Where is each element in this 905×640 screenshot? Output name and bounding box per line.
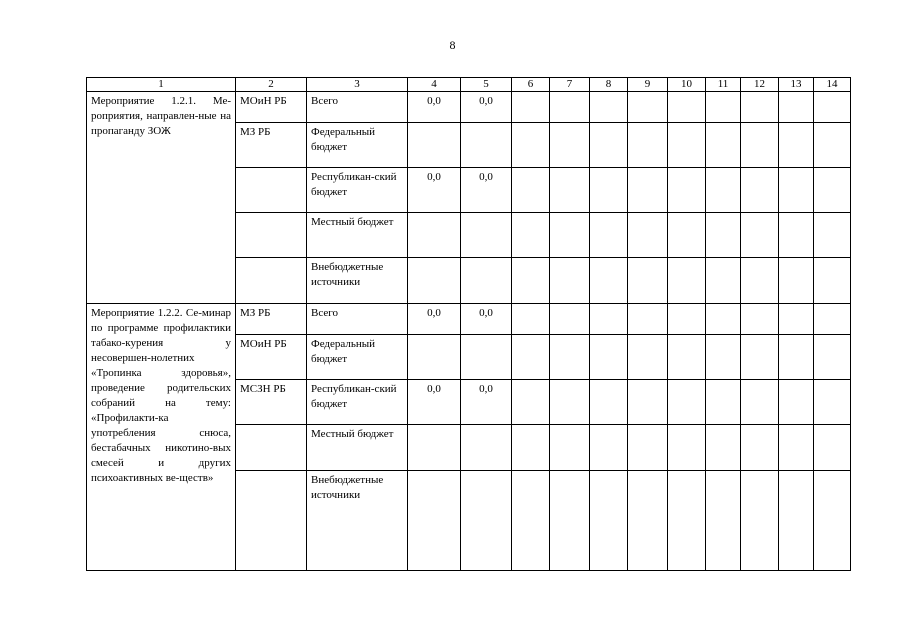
empty-cell [590,92,628,123]
funding-source-cell: Местный бюджет [307,213,408,258]
budget-table [86,77,851,571]
table-header-row [87,78,851,92]
empty-cell [814,471,851,571]
empty-cell [512,213,550,258]
executor-cell: МЗ РБ [236,123,307,168]
empty-cell [590,213,628,258]
empty-cell [706,123,741,168]
column-header: 8 [590,78,628,92]
empty-cell [628,471,668,571]
value-cell-col5: 0,0 [461,380,512,425]
empty-cell [779,123,814,168]
empty-cell [741,258,779,304]
executor-cell [236,168,307,213]
column-header: 5 [461,78,512,92]
column-header: 4 [408,78,461,92]
column-header: 7 [550,78,590,92]
funding-source-cell: Федеральный бюджет [307,123,408,168]
value-cell-col5 [461,258,512,304]
executor-cell [236,258,307,304]
funding-source-cell: Республикан-ский бюджет [307,168,408,213]
column-header: 1 [87,78,236,92]
empty-cell [512,258,550,304]
empty-cell [512,304,550,335]
empty-cell [779,471,814,571]
empty-cell [668,168,706,213]
empty-cell [814,123,851,168]
value-cell-col4 [408,471,461,571]
empty-cell [706,92,741,123]
funding-source-cell: Внебюджетные источники [307,258,408,304]
value-cell-col4 [408,335,461,380]
empty-cell [628,425,668,471]
empty-cell [814,213,851,258]
executor-cell: МОиН РБ [236,335,307,380]
empty-cell [550,335,590,380]
value-cell-col5 [461,471,512,571]
column-header: 12 [741,78,779,92]
column-header: 2 [236,78,307,92]
executor-cell [236,425,307,471]
activity-name: Мероприятие 1.2.2. Се-минар по программе профилактики табако-курения у несовершен-нолетних «Тропинка здоровья», проведение родительских собраний на тему: «Профилакти-ка употребления снюса, бестабачных никотино-вых смесей и других психоактивных ве-ществ» [87,304,236,571]
empty-cell [512,168,550,213]
empty-cell [741,304,779,335]
column-header: 10 [668,78,706,92]
empty-cell [590,425,628,471]
empty-cell [741,123,779,168]
value-cell-col4 [408,425,461,471]
empty-cell [512,425,550,471]
empty-cell [779,335,814,380]
empty-cell [741,380,779,425]
empty-cell [741,425,779,471]
value-cell-col5 [461,335,512,380]
empty-cell [814,304,851,335]
funding-source-cell: Всего [307,304,408,335]
empty-cell [741,471,779,571]
empty-cell [706,213,741,258]
activity-name: Мероприятие 1.2.1. Ме-роприятия, направлен-ные на пропаганду ЗОЖ [87,92,236,304]
funding-source-cell: Федеральный бюджет [307,335,408,380]
value-cell-col4 [408,213,461,258]
empty-cell [590,471,628,571]
empty-cell [668,335,706,380]
empty-cell [814,92,851,123]
empty-cell [590,258,628,304]
empty-cell [779,380,814,425]
column-header: 9 [628,78,668,92]
value-cell-col5: 0,0 [461,92,512,123]
empty-cell [550,304,590,335]
empty-cell [628,304,668,335]
empty-cell [668,123,706,168]
empty-cell [668,213,706,258]
empty-cell [741,335,779,380]
value-cell-col4 [408,123,461,168]
empty-cell [628,380,668,425]
column-header: 14 [814,78,851,92]
empty-cell [814,168,851,213]
funding-source-cell: Всего [307,92,408,123]
empty-cell [512,335,550,380]
column-header: 13 [779,78,814,92]
empty-cell [512,123,550,168]
page-number: 8 [449,38,456,52]
empty-cell [706,304,741,335]
empty-cell [628,335,668,380]
value-cell-col5: 0,0 [461,304,512,335]
empty-cell [814,258,851,304]
funding-source-cell: Внебюджетные источники [307,471,408,571]
empty-cell [779,304,814,335]
value-cell-col5: 0,0 [461,168,512,213]
funding-source-cell: Республикан-ский бюджет [307,380,408,425]
empty-cell [590,123,628,168]
column-header: 3 [307,78,408,92]
empty-cell [741,213,779,258]
empty-cell [779,213,814,258]
executor-cell [236,213,307,258]
empty-cell [668,380,706,425]
empty-cell [706,335,741,380]
executor-cell: МОиН РБ [236,92,307,123]
value-cell-col4: 0,0 [408,380,461,425]
empty-cell [550,471,590,571]
value-cell-col5 [461,425,512,471]
empty-cell [668,258,706,304]
empty-cell [550,213,590,258]
empty-cell [706,380,741,425]
empty-cell [550,168,590,213]
empty-cell [550,123,590,168]
empty-cell [628,213,668,258]
empty-cell [779,92,814,123]
table-row [87,92,851,123]
empty-cell [706,425,741,471]
executor-cell: МСЗН РБ [236,380,307,425]
empty-cell [628,123,668,168]
executor-cell: МЗ РБ [236,304,307,335]
empty-cell [814,335,851,380]
empty-cell [590,335,628,380]
value-cell-col4 [408,258,461,304]
table-row [87,304,851,335]
empty-cell [628,168,668,213]
empty-cell [668,92,706,123]
empty-cell [590,380,628,425]
empty-cell [779,425,814,471]
empty-cell [512,380,550,425]
empty-cell [628,92,668,123]
empty-cell [550,92,590,123]
column-header: 11 [706,78,741,92]
empty-cell [668,304,706,335]
empty-cell [550,425,590,471]
empty-cell [512,471,550,571]
empty-cell [628,258,668,304]
empty-cell [741,92,779,123]
empty-cell [550,258,590,304]
empty-cell [779,258,814,304]
executor-cell [236,471,307,571]
empty-cell [590,304,628,335]
value-cell-col4: 0,0 [408,168,461,213]
value-cell-col4: 0,0 [408,304,461,335]
empty-cell [814,380,851,425]
funding-source-cell: Местный бюджет [307,425,408,471]
empty-cell [590,168,628,213]
empty-cell [706,258,741,304]
empty-cell [512,92,550,123]
value-cell-col5 [461,123,512,168]
value-cell-col4: 0,0 [408,92,461,123]
empty-cell [668,425,706,471]
empty-cell [668,471,706,571]
value-cell-col5 [461,213,512,258]
empty-cell [706,168,741,213]
column-header: 6 [512,78,550,92]
empty-cell [706,471,741,571]
empty-cell [741,168,779,213]
empty-cell [550,380,590,425]
empty-cell [779,168,814,213]
empty-cell [814,425,851,471]
